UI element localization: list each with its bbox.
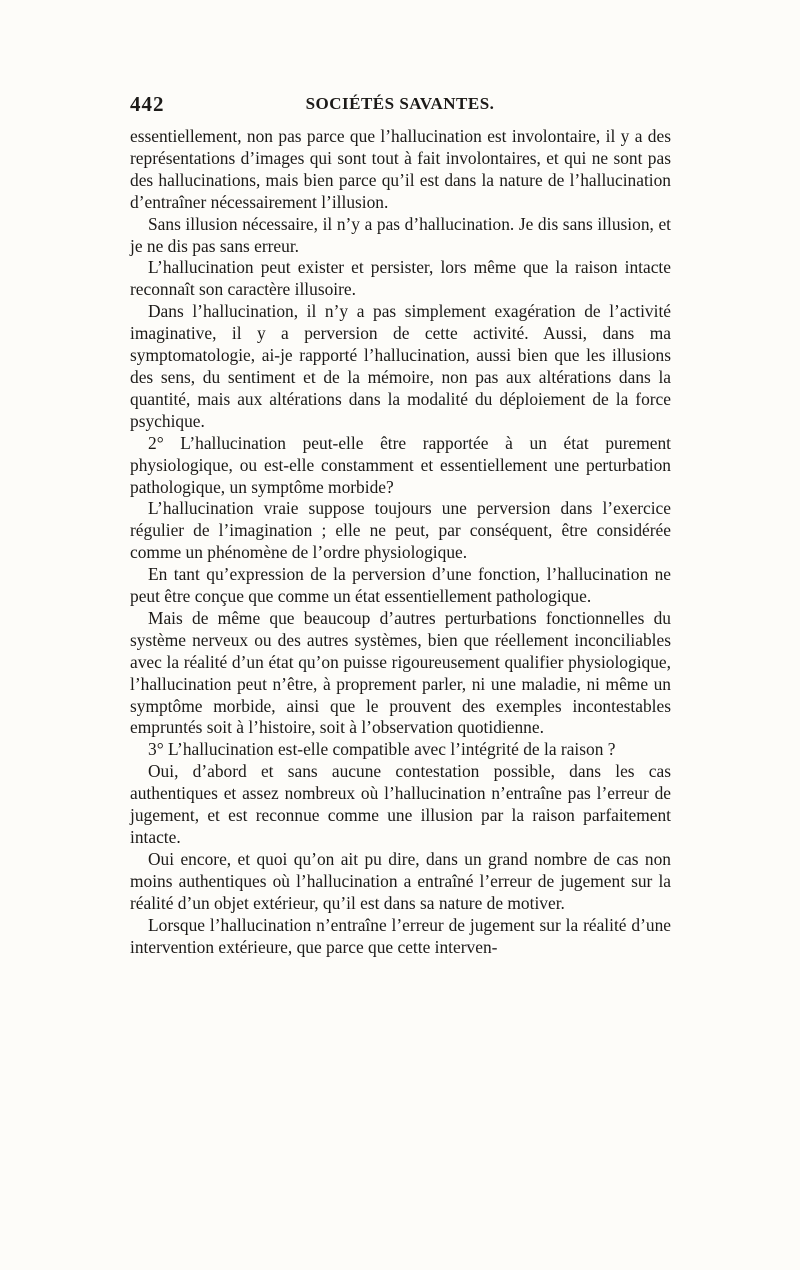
paragraph: essentiellement, non pas parce que l’hallucination est involontaire, il y a des représentations d’images qui sont tout à fait involontaires, et qui ne sont pas des hallucinations, mais bien parce qu’il est dans la nature de l’hallucination d’entraîner nécessairement l’illusion. [130,126,671,212]
paragraph: 3° L’hallucination est-elle compatible avec l’intégrité de la raison ? [148,739,616,760]
paragraph: Dans l’hallucination, il n’y a pas simplement exagération de l’activité imaginative, il y a perversion de cette activité. Aussi, dans ma symptomatologie, ai-je rapporté l’hallucination, aussi bien que les illusions des sens, du sentiment et de la mémoire, non pas aux altérations dans la quantité, mais aux altérations dans la modalité du déploiement de la force psychique. [130,301,671,431]
paragraph: Mais de même que beaucoup d’autres perturbations fonctionnelles du système nerveux ou des autres systèmes, bien que réellement inconciliables avec la réalité d’un état qu’on puisse rigoureusement qualifier physiologique, l’hallucination peut n’être, à proprement parler, ni une maladie, ni même un symptôme morbide, ainsi que le prouvent des exemples incontestables empruntés soit à l’histoire, soit à l’observation quotidienne. [130,607,671,738]
paragraph: L’hallucination vraie suppose toujours une perversion dans l’exercice régulier de l’imagination ; elle ne peut, par conséquent, être considérée comme un phénomène de l’ordre physiologique. [130,498,671,563]
paragraph: Sans illusion nécessaire, il n’y a pas d’hallucination. Je dis sans illusion, et je ne dis pas sans erreur. [130,213,671,256]
page-number: 442 [130,92,165,116]
paragraph: En tant qu’expression de la perversion d’une fonction, l’hallucination ne peut être conçue que comme un état essentiellement pathologique. [130,564,671,607]
body-text [130,126,671,958]
paragraph: Oui encore, et quoi qu’on ait pu dire, dans un grand nombre de cas non moins authentiques où l’hallucination a entraîné l’erreur de jugement sur la réalité d’un objet extérieur, qu’il est dans sa nature de motiver. [130,848,671,913]
paragraph: Oui, d’abord et sans aucune contestation possible, dans les cas authentiques et assez nombreux où l’hallucination n’entraîne pas l’erreur de jugement, et est reconnue comme une illusion par la raison parfaitement intacte. [130,761,671,847]
paragraph: L’hallucination peut exister et persister, lors même que la raison intacte reconnaît son caractère illusoire. [130,257,671,300]
running-title: SOCIÉTÉS SAVANTES. [305,94,495,113]
paragraph: Lorsque l’hallucination n’entraîne l’erreur de jugement sur la réalité d’une intervention extérieure, que parce que cette interven- [130,914,671,957]
paragraph: 2° L’hallucination peut-elle être rapportée à un état purement physiologique, ou est-elle constamment et essentiellement une perturbation pathologique, un symptôme morbide? [130,432,671,497]
page-header [130,92,670,118]
